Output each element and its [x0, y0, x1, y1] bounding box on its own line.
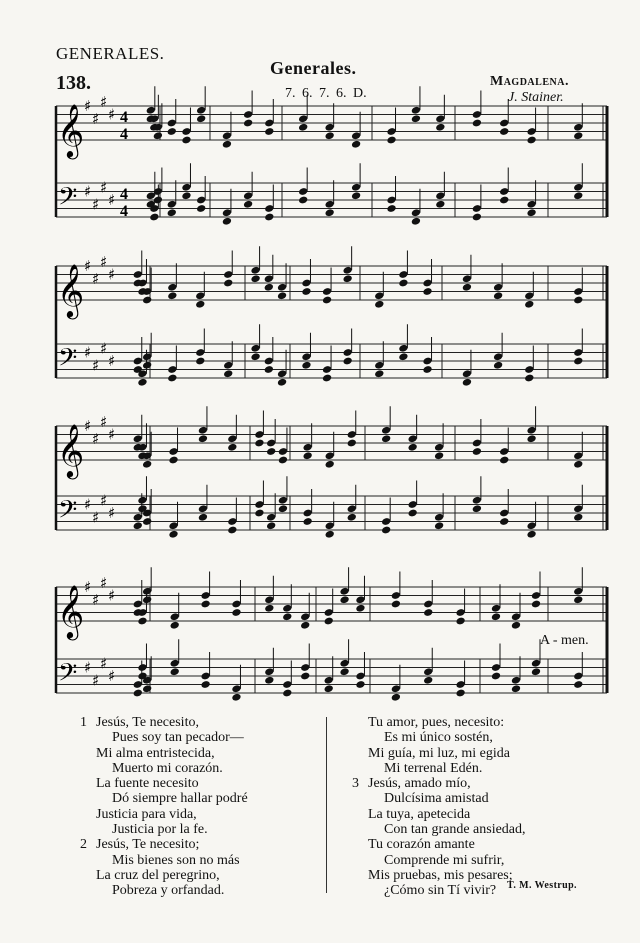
note-head — [325, 131, 335, 140]
note-head — [381, 526, 391, 535]
lyric-line — [96, 761, 316, 776]
meter: 7. 6. 7. 6. D. — [285, 86, 367, 101]
lyric-line — [368, 837, 568, 852]
note-head — [343, 357, 353, 366]
note-head — [526, 434, 536, 443]
note-head — [137, 378, 147, 387]
note-head — [243, 200, 253, 209]
key-sharp: ♯ — [100, 339, 108, 358]
note-head — [531, 600, 541, 609]
note-head — [170, 621, 180, 630]
note-head — [339, 595, 349, 604]
note-head — [142, 460, 152, 469]
note-head — [325, 208, 335, 217]
lyric-line — [96, 807, 316, 822]
note-head — [264, 213, 274, 222]
note-head — [198, 434, 208, 443]
note-head — [573, 357, 583, 366]
note-head — [264, 365, 274, 374]
note-head — [243, 119, 253, 128]
note-head — [322, 374, 332, 383]
note-head — [196, 204, 206, 213]
note-head — [264, 676, 274, 685]
note-head — [181, 136, 191, 145]
note-head — [153, 131, 163, 140]
note-head — [325, 530, 335, 539]
note-head — [573, 460, 583, 469]
treble-clef: 𝄞 — [57, 423, 85, 477]
lyric-line — [368, 807, 568, 822]
note-head — [181, 191, 191, 200]
note-head — [142, 517, 152, 526]
verse-number: 2 — [80, 837, 87, 853]
note-head — [227, 526, 237, 535]
time-signature-digit: 4 — [120, 203, 128, 220]
note-head — [398, 279, 408, 288]
lyric-text: Tu corazón amante — [368, 837, 475, 853]
note-head — [167, 291, 177, 300]
note-head — [408, 443, 418, 452]
lyric-text: Jesús, Te necesito; — [96, 837, 200, 853]
lyric-text: ¿Cómo sin Tí vivir? — [384, 883, 497, 899]
key-sharp: ♯ — [92, 356, 100, 375]
lyric-line — [96, 883, 316, 898]
note-head — [250, 274, 260, 283]
key-sharp: ♯ — [108, 105, 116, 124]
key-sharp: ♯ — [108, 667, 116, 685]
note-head — [142, 361, 152, 370]
note-head — [434, 451, 444, 460]
note-head — [227, 443, 237, 452]
note-head — [499, 127, 509, 136]
key-sharp: ♯ — [100, 252, 108, 271]
key-sharp: ♯ — [92, 109, 100, 128]
lyric-text: Comprende mi sufrir, — [384, 852, 505, 868]
note-head — [351, 140, 361, 149]
note-head — [435, 123, 445, 132]
lyric-text: Dó siempre hallar podré — [112, 791, 248, 807]
key-sharp: ♯ — [108, 586, 116, 605]
note-head — [167, 208, 177, 217]
note-head — [223, 279, 233, 288]
note-head — [524, 300, 534, 309]
note-head — [391, 693, 401, 702]
key-sharp: ♯ — [108, 191, 116, 209]
note-head — [200, 600, 210, 609]
note-head — [142, 595, 152, 604]
note-head — [408, 509, 418, 518]
note-head — [222, 140, 232, 149]
key-sharp: ♯ — [92, 195, 100, 214]
key-sharp: ♯ — [92, 269, 100, 288]
time-signature-digit: 4 — [120, 109, 128, 126]
note-head — [339, 667, 349, 676]
lyric-line — [96, 791, 316, 806]
section-title: Generales. — [270, 58, 357, 78]
note-head — [472, 213, 482, 222]
key-sharp: ♯ — [84, 182, 92, 201]
lyric-text: Tu amor, pues, necesito: — [368, 715, 505, 730]
note-head — [298, 123, 308, 132]
note-head — [511, 684, 521, 693]
note-head — [499, 456, 509, 465]
lyric-line — [96, 822, 316, 837]
key-sharp: ♯ — [108, 425, 116, 444]
note-head — [195, 357, 205, 366]
bass-clef: 𝄢 — [58, 182, 78, 218]
note-head — [434, 521, 444, 530]
note-head — [347, 513, 357, 522]
key-sharp: ♯ — [100, 412, 108, 431]
key-sharp: ♯ — [84, 343, 92, 362]
lyric-text: Jesús, Te necesito, — [96, 715, 199, 730]
note-head — [386, 204, 396, 213]
note-head — [322, 296, 332, 305]
lyric-text: Justicia por la fe. — [112, 822, 208, 838]
lyrics-column-left — [80, 715, 316, 899]
verse-number: 1 — [80, 715, 87, 730]
note-head — [250, 352, 260, 361]
note-head — [133, 521, 143, 530]
note-head — [264, 127, 274, 136]
note-head — [524, 374, 534, 383]
amen-text: A - men. — [540, 633, 589, 648]
note-head — [422, 365, 432, 374]
lyric-text: Mis bienes son no más — [112, 852, 240, 868]
note-head — [167, 127, 177, 136]
note-head — [499, 196, 509, 205]
note-head — [573, 595, 583, 604]
note-head — [278, 456, 288, 465]
note-head — [381, 434, 391, 443]
note-head — [278, 504, 288, 513]
lyric-line — [368, 853, 568, 868]
lyric-text: Es mi único sostén, — [384, 730, 493, 746]
tune-name: Magdalena. — [490, 74, 569, 89]
note-head — [398, 352, 408, 361]
key-sharp: ♯ — [100, 654, 108, 673]
lyric-text: Mi terrenal Edén. — [384, 760, 483, 776]
note-head — [347, 439, 357, 448]
verse-number: 3 — [352, 776, 359, 792]
note-head — [277, 291, 287, 300]
column-divider — [326, 717, 327, 893]
note-head — [526, 208, 536, 217]
note-head — [531, 667, 541, 676]
note-head — [493, 361, 503, 370]
lyric-line — [96, 853, 316, 868]
lyric-line — [368, 715, 568, 730]
note-head — [170, 667, 180, 676]
note-head — [196, 114, 206, 123]
note-head — [142, 296, 152, 305]
note-head — [300, 621, 310, 630]
note-head — [462, 283, 472, 292]
note-head — [133, 689, 143, 698]
note-head — [511, 621, 521, 630]
note-head — [493, 291, 503, 300]
note-head — [324, 617, 334, 626]
note-head — [264, 283, 274, 292]
note-head — [222, 217, 232, 226]
note-head — [391, 600, 401, 609]
note-head — [355, 604, 365, 613]
lyric-text: Mi alma entristecida, — [96, 745, 215, 761]
note-head — [526, 530, 536, 539]
lyric-line — [352, 776, 568, 792]
bass-clef: 𝄢 — [58, 658, 78, 694]
note-head — [282, 612, 292, 621]
note-head — [303, 451, 313, 460]
note-head — [526, 136, 536, 145]
lyric-text: Jesús, amado mío, — [368, 776, 471, 792]
lyric-text: La tuya, apetecida — [368, 806, 471, 822]
note-head — [303, 517, 313, 526]
bass-clef: 𝄢 — [58, 495, 78, 531]
key-sharp: ♯ — [92, 429, 100, 448]
time-signature-digit: 4 — [120, 126, 128, 143]
note-head — [435, 200, 445, 209]
treble-clef: 𝄞 — [57, 263, 85, 317]
note-head — [491, 612, 501, 621]
note-head — [325, 460, 335, 469]
note-head — [472, 447, 482, 456]
key-sharp: ♯ — [100, 178, 108, 197]
note-head — [168, 456, 178, 465]
lyric-line — [96, 730, 316, 745]
lyric-text: Dulcísima amistad — [384, 791, 489, 807]
note-head — [264, 604, 274, 613]
key-sharp: ♯ — [108, 504, 116, 522]
lyric-text: La cruz del peregrino, — [96, 867, 220, 883]
key-sharp: ♯ — [108, 352, 116, 370]
lyric-text: Pues soy tan pecador— — [112, 730, 244, 746]
note-head — [266, 447, 276, 456]
note-head — [301, 361, 311, 370]
key-sharp: ♯ — [84, 658, 92, 677]
note-head — [195, 300, 205, 309]
lyrics-column-right — [352, 715, 568, 899]
note-head — [198, 513, 208, 522]
note-head — [277, 378, 287, 387]
note-head — [231, 693, 241, 702]
note-head — [573, 513, 583, 522]
note-head — [168, 530, 178, 539]
lyric-text: Mis pruebas, mis pesares; — [368, 867, 513, 883]
lyric-line — [80, 715, 316, 730]
bass-clef: 𝄢 — [58, 343, 78, 379]
note-head — [573, 296, 583, 305]
note-head — [411, 217, 421, 226]
lyric-line — [368, 746, 568, 761]
note-head — [472, 119, 482, 128]
note-head — [254, 509, 264, 518]
lyric-text: Pobreza y orfandad. — [112, 883, 225, 899]
note-head — [301, 287, 311, 296]
note-head — [472, 504, 482, 513]
lyric-line — [368, 730, 568, 745]
note-head — [573, 680, 583, 689]
key-sharp: ♯ — [100, 573, 108, 592]
key-sharp: ♯ — [92, 671, 100, 690]
note-head — [573, 191, 583, 200]
lyric-line — [96, 868, 316, 883]
key-sharp: ♯ — [100, 92, 108, 111]
key-sharp: ♯ — [84, 97, 92, 115]
lyric-text: Con tan grande ansiedad, — [384, 822, 526, 838]
lyric-line — [80, 837, 316, 853]
note-head — [374, 369, 384, 378]
note-head — [223, 369, 233, 378]
note-head — [455, 689, 465, 698]
note-head — [298, 196, 308, 205]
key-sharp: ♯ — [84, 257, 92, 275]
note-head — [499, 517, 509, 526]
note-head — [355, 680, 365, 689]
lyric-line — [96, 746, 316, 761]
lyricist-credit: T. M. Westrup. — [507, 880, 577, 891]
note-head — [374, 300, 384, 309]
note-head — [386, 136, 396, 145]
note-head — [282, 689, 292, 698]
hymn-number: 138. — [56, 72, 91, 94]
treble-clef: 𝄞 — [57, 103, 85, 157]
key-sharp: ♯ — [100, 491, 108, 510]
note-head — [422, 287, 432, 296]
key-sharp: ♯ — [108, 265, 116, 284]
time-signature-digit: 4 — [120, 186, 128, 203]
note-head — [149, 213, 159, 222]
lyric-line — [368, 791, 568, 806]
note-head — [254, 439, 264, 448]
note-head — [137, 617, 147, 626]
note-head — [455, 617, 465, 626]
lyric-line — [368, 822, 568, 837]
note-head — [167, 374, 177, 383]
lyric-text: Mi guía, mi luz, mi egida — [368, 745, 510, 761]
running-title: GENERALES. — [56, 44, 165, 63]
lyric-line — [96, 776, 316, 791]
note-head — [423, 608, 433, 617]
note-head — [491, 672, 501, 681]
lyric-line — [368, 761, 568, 776]
lyric-text: Muerto mi corazón. — [112, 760, 223, 776]
composer: J. Stainer. — [508, 90, 564, 105]
key-sharp: ♯ — [84, 578, 92, 596]
note-head — [142, 684, 152, 693]
note-head — [573, 131, 583, 140]
lyric-text: La fuente necesito — [96, 776, 199, 792]
key-sharp: ♯ — [92, 590, 100, 609]
note-head — [266, 521, 276, 530]
note-head — [423, 676, 433, 685]
note-head — [351, 191, 361, 200]
note-head — [300, 672, 310, 681]
treble-clef: 𝄞 — [57, 584, 85, 638]
note-head — [200, 680, 210, 689]
key-sharp: ♯ — [84, 417, 92, 435]
lyric-text: Justicia para vida, — [96, 806, 197, 822]
note-head — [324, 684, 334, 693]
note-head — [231, 608, 241, 617]
key-sharp: ♯ — [92, 508, 100, 527]
key-sharp: ♯ — [84, 495, 92, 514]
note-head — [411, 114, 421, 123]
note-head — [343, 274, 353, 283]
note-head — [462, 378, 472, 387]
